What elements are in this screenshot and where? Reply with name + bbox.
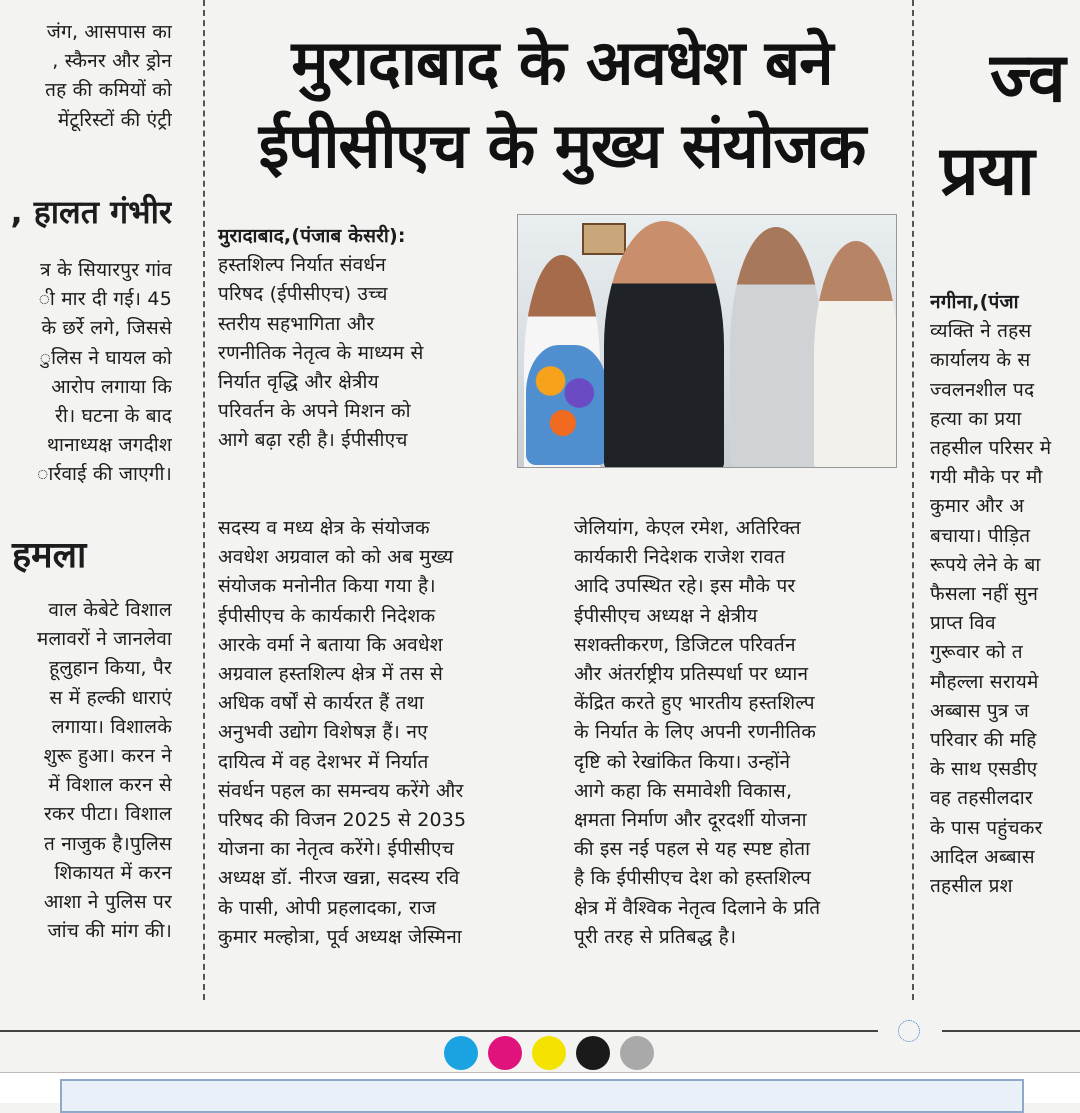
right-line: प्राप्त विव <box>930 612 996 635</box>
article-line: दृष्टि को रेखांकित किया। उन्होंने <box>574 750 791 773</box>
left-line: थानाध्यक्ष जगदीश <box>46 434 172 457</box>
left-line: जंग, आसपास का <box>46 21 172 43</box>
left-column-bottom <box>0 596 172 946</box>
left-line: री। घटना के बाद <box>55 405 172 428</box>
article-line: दायित्व में वह देशभर में निर्यात <box>218 750 429 773</box>
left-line: शुरू हुआ। करन ने <box>43 745 172 768</box>
registration-magenta-dot <box>488 1036 522 1070</box>
right-line: अब्बास पुत्र ज <box>930 699 1030 722</box>
article-line: सदस्य व मध्य क्षेत्र के संयोजक <box>218 517 430 539</box>
left-line: तह की कमियों को <box>45 79 172 102</box>
article-line: स्तरीय सहभागिता और <box>218 312 375 335</box>
article-column-1 <box>218 222 510 456</box>
registration-cyan-dot <box>444 1036 478 1070</box>
left-line: वाल केबेटे विशाल <box>48 599 172 621</box>
article-column-1-continued <box>218 514 540 952</box>
right-line: वह तहसीलदार <box>930 787 1033 810</box>
article-line: क्षेत्र में वैश्विक नेतृत्व दिलाने के प्रति <box>574 896 821 919</box>
registration-yellow-dot <box>532 1036 566 1070</box>
article-line: आगे बढ़ा रही है। ईपीसीएच <box>218 429 408 452</box>
article-line: अग्रवाल हस्तशिल्प क्षेत्र में तस से <box>218 663 444 686</box>
left-heading-1: , हालत गंभीर <box>10 193 172 231</box>
left-line: ी मार दी गई। 45 <box>38 288 172 311</box>
headline-line-2: ईपीसीएच के मुख्य संयोजक <box>258 109 866 182</box>
bouquet-icon <box>526 345 608 465</box>
left-line: मलावरों ने जानलेवा <box>36 628 172 651</box>
article-line: निर्यात वृद्धि और क्षेत्रीय <box>218 371 379 394</box>
article-line: केंद्रित करते हुए भारतीय हस्तशिल्प <box>574 692 815 715</box>
left-line: आशा ने पुलिस पर <box>43 891 172 914</box>
article-line: अधिक वर्षों से कार्यरत हैं तथा <box>218 692 424 715</box>
headline-line-1: मुरादाबाद के अवधेश बने <box>291 26 833 99</box>
right-line: तहसील प्रश <box>930 875 1013 898</box>
right-headline <box>940 34 1080 220</box>
article-line: सशक्तीकरण, डिजिटल परिवर्तन <box>574 633 796 656</box>
left-line: जांच की मांग की। <box>47 920 172 943</box>
right-line: परिवार की महि <box>930 729 1037 752</box>
article-line: कार्यकारी निदेशक राजेश रावत <box>574 546 786 569</box>
article-photo <box>517 214 897 468</box>
right-line: मौहल्ला सरायमे <box>930 670 1039 693</box>
left-line: लगाया। विशालके <box>51 715 172 738</box>
article-line: रणनीतिक नेतृत्व के माध्यम से <box>218 341 424 364</box>
article-line: आगे कहा कि समावेशी विकास, <box>574 779 793 802</box>
column-divider-left <box>203 0 205 1000</box>
left-line: , स्कैनर और ड्रोन <box>52 50 172 73</box>
left-column-mid <box>0 256 172 490</box>
right-line: फैसला नहीं सुन <box>930 583 1039 606</box>
article-line: आदि उपस्थित रहे। इस मौके पर <box>574 575 796 598</box>
right-line: ज्वलनशील पद <box>930 378 1035 401</box>
crosshair-icon <box>898 1020 920 1042</box>
article-line: अनुभवी उद्योग विशेषज्ञ हैं। नए <box>218 721 428 744</box>
left-heading-2: हमला <box>12 535 87 576</box>
left-line: ार्रवाई की जाएगी। <box>37 463 172 486</box>
article-line: परिषद की विजन 2025 से 2035 <box>218 809 467 832</box>
article-line: आरके वर्मा ने बताया कि अवधेश <box>218 633 443 656</box>
left-line: शिकायत में करन <box>54 861 172 884</box>
article-line: की इस नई पहल से यह स्पष्ट होता <box>574 838 811 861</box>
right-dateline: नगीना,(पंजा <box>930 291 1019 313</box>
left-line: रकर पीटा। विशाल <box>43 803 172 826</box>
article-line: जेलियांग, केएल रमेश, अतिरिक्त <box>574 517 801 539</box>
person-icon <box>730 227 822 467</box>
article-line: क्षमता निर्माण और दूरदर्शी योजना <box>574 809 807 832</box>
article-line: ईपीसीएच अध्यक्ष ने क्षेत्रीय <box>574 604 758 627</box>
article-line: पूरी तरह से प्रतिबद्ध है। <box>574 925 737 948</box>
right-line: रूपये लेने के बा <box>930 553 1041 576</box>
right-line: कार्यालय के स <box>930 349 1031 372</box>
article-line: संवर्धन पहल का समन्वय करेंगे और <box>218 779 464 802</box>
left-line: त नाजुक है।पुलिस <box>44 832 172 855</box>
right-line: आदिल अब्बास <box>930 845 1035 868</box>
article-line: परिवर्तन के अपने मिशन को <box>218 400 411 423</box>
article-line: है कि ईपीसीएच देश को हस्तशिल्प <box>574 867 811 890</box>
next-page-advertisement-strip <box>0 1072 1080 1103</box>
registration-gray-dot <box>620 1036 654 1070</box>
left-line: स में हल्की धाराएं <box>49 686 172 709</box>
article-line: अध्यक्ष डॉ. नीरज खन्ना, सदस्य रवि <box>218 867 460 890</box>
left-line: ुलिस ने घायल को <box>39 346 172 369</box>
registration-black-dot <box>576 1036 610 1070</box>
right-line: तहसील परिसर मे <box>930 437 1052 460</box>
right-line: बचाया। पीड़ित <box>930 524 1031 547</box>
photo-frame-icon <box>582 223 626 255</box>
left-line: आरोप लगाया कि <box>51 375 172 398</box>
article-line: कुमार मल्होत्रा, पूर्व अध्यक्ष जेस्मिना <box>218 925 462 948</box>
left-line: हूलुहान किया, पैर <box>49 657 172 680</box>
bottom-rule-right <box>942 1030 1080 1032</box>
article-line: अवधेश अग्रवाल को को अब मुख्य <box>218 546 454 569</box>
article-line: के पासी, ओपी प्रहलादका, राज <box>218 896 437 919</box>
left-column <box>0 18 172 135</box>
article-line: ईपीसीएच के कार्यकारी निदेशक <box>218 604 436 627</box>
right-line: के पास पहुंचकर <box>930 816 1043 839</box>
right-line: के साथ एसडीए <box>930 758 1038 781</box>
person-icon <box>604 221 724 468</box>
left-line: के छर्रे लगे, जिससे <box>41 317 172 340</box>
right-line: गयी मौके पर मौ <box>930 466 1043 489</box>
article-line: परिषद (ईपीसीएच) उच्च <box>218 283 388 306</box>
article-line: संयोजक मनोनीत किया गया है। <box>218 575 436 598</box>
right-line: व्यक्ति ने तहस <box>930 320 1032 343</box>
column-divider-right <box>912 0 914 1000</box>
left-line: में विशाल करन से <box>48 774 172 797</box>
article-column-2 <box>574 514 896 952</box>
right-headline-line-2: प्रया <box>940 132 1034 211</box>
bottom-rule <box>0 1030 878 1032</box>
right-line: गुरूवार को त <box>930 641 1023 664</box>
right-line: कुमार और अ <box>930 495 1025 518</box>
article-line: के निर्यात के लिए अपनी रणनीतिक <box>574 721 817 744</box>
right-column <box>930 288 1080 901</box>
person-icon <box>814 241 897 468</box>
article-line: और अंतर्राष्ट्रीय प्रतिस्पर्धा पर ध्यान <box>574 663 809 686</box>
article-dateline: मुरादाबाद,(पंजाब केसरी): <box>218 225 406 247</box>
ad-box-outline <box>60 1079 1024 1113</box>
left-line: त्र के सियारपुर गांव <box>40 259 172 281</box>
article-line: हस्तशिल्प निर्यात संवर्धन <box>218 254 387 277</box>
left-line: मेंटूरिस्टों की एंट्री <box>57 108 172 131</box>
right-headline-line-1: ज्व <box>990 39 1065 118</box>
article-line: योजना का नेतृत्व करेंगे। ईपीसीएच <box>218 838 454 861</box>
right-line: हत्या का प्रया <box>930 407 1022 430</box>
article-headline <box>212 22 912 188</box>
